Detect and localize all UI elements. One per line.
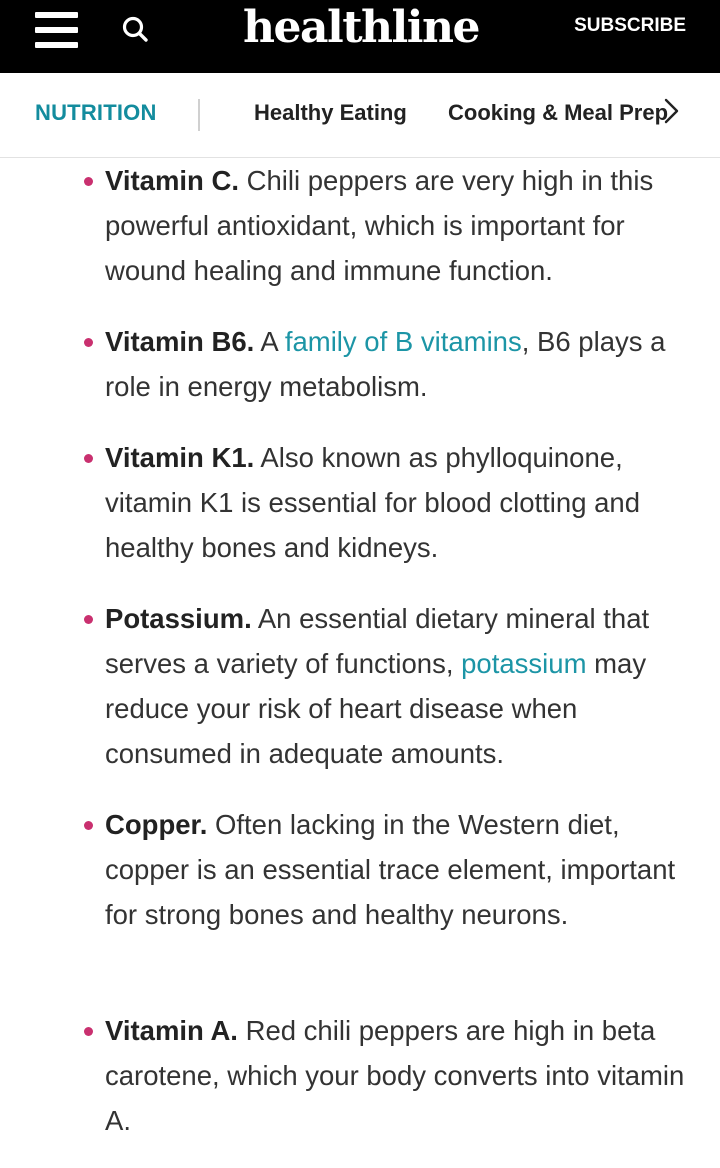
item-text: may reduce your risk of heart disease when consumed in adequate amounts. xyxy=(105,648,647,769)
nav-item-healthy-eating[interactable]: Healthy Eating xyxy=(254,100,407,125)
list-item xyxy=(105,596,695,776)
link-potassium[interactable]: potassium xyxy=(461,648,587,679)
nav-divider xyxy=(198,99,200,131)
link-b-vitamins[interactable]: family of B vitamins xyxy=(284,326,522,357)
item-term: Copper. xyxy=(105,809,208,840)
item-text: A xyxy=(254,326,285,357)
item-term: Vitamin A. xyxy=(105,1015,238,1046)
bullet-icon xyxy=(84,615,93,624)
chevron-right-icon[interactable] xyxy=(663,97,681,125)
nav-item-cooking-meal-prep[interactable]: Cooking & Meal Prep xyxy=(448,100,669,125)
item-text: An essential dietary mineral that serves a variety of functions, xyxy=(105,603,650,679)
bullet-icon xyxy=(84,454,93,463)
bullet-icon xyxy=(84,821,93,830)
item-text: Chili peppers are very high in this powerful antioxidant, which is important for wound healing and immune function. xyxy=(105,165,654,286)
item-text: Often lacking in the Western diet, copper is an essential trace element, important for strong bones and healthy neurons. xyxy=(105,809,676,930)
nav-overflow-clip xyxy=(448,100,669,132)
subscribe-button[interactable]: SUBSCRIBE xyxy=(574,15,686,36)
section-nav xyxy=(0,73,720,158)
bullet-icon xyxy=(84,338,93,347)
list-item xyxy=(105,1008,695,1143)
list-item xyxy=(105,435,695,570)
site-logo[interactable]: healthline xyxy=(243,2,479,53)
item-term: Vitamin B6. xyxy=(105,326,255,357)
item-term: Potassium. xyxy=(105,603,252,634)
top-header xyxy=(0,0,720,73)
item-term: Vitamin C. xyxy=(105,165,239,196)
nav-item-nutrition[interactable]: NUTRITION xyxy=(35,100,157,125)
item-text: Also known as phylloquinone, vitamin K1 is essential for blood clotting and healthy bones and kidneys. xyxy=(105,442,641,563)
bullet-icon xyxy=(84,177,93,186)
search-icon[interactable] xyxy=(119,13,153,47)
bullet-icon xyxy=(84,1027,93,1036)
list-item xyxy=(105,158,695,293)
list-item xyxy=(105,319,695,409)
list-item xyxy=(105,802,695,937)
item-text: , B6 plays a role in energy metabolism. xyxy=(105,326,666,402)
item-term: Vitamin K1. xyxy=(105,442,255,473)
item-text: Red chili peppers are high in beta carotene, which your body converts into vitamin A. xyxy=(105,1015,685,1136)
hamburger-menu-icon[interactable] xyxy=(35,12,78,48)
